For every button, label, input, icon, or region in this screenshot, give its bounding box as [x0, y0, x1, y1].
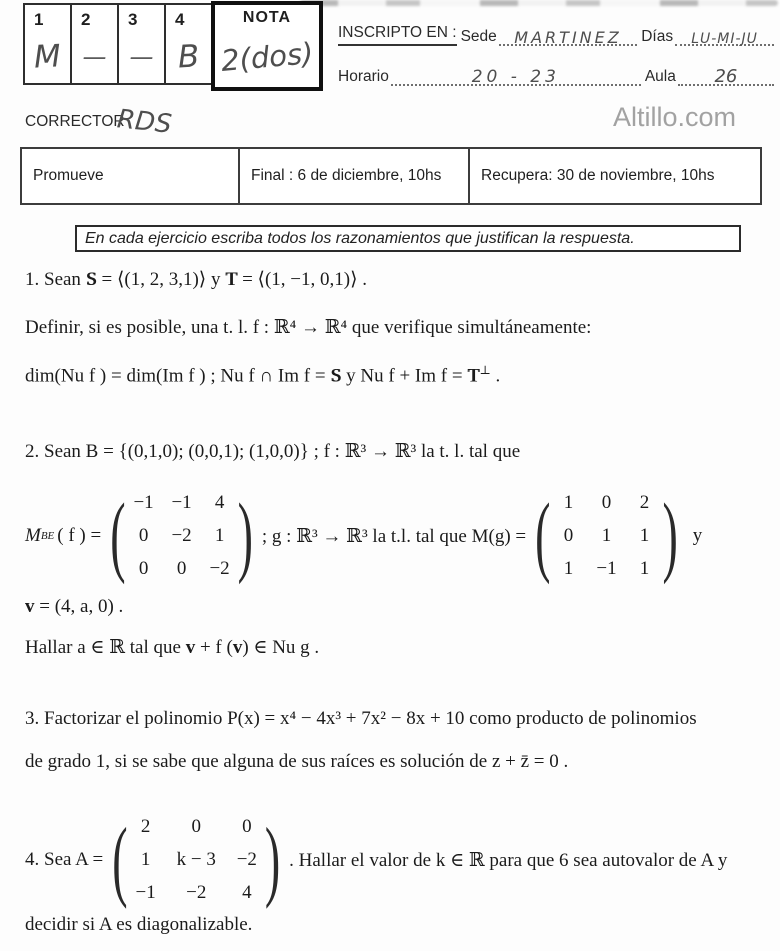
matrix-f-cell: 0	[138, 525, 149, 546]
blackboard-T: T	[467, 365, 480, 387]
grade-header: 3	[128, 10, 138, 29]
matrix-f-cell: 4	[214, 492, 225, 513]
matrix-f-grid	[127, 492, 237, 580]
handwritten-dias: LU-MI-JU	[691, 31, 758, 47]
p1-text: y Nu f + Im f =	[341, 365, 468, 387]
matrix-g-cell: 0	[563, 525, 574, 546]
matrix-paren-left: (	[112, 809, 128, 909]
matrix-a-cell: −1	[135, 882, 156, 903]
handwritten-corrector-initials: RDS	[115, 104, 174, 140]
handwritten-aula: 26	[714, 66, 738, 87]
matrix-f-cell: −1	[133, 492, 154, 513]
blackboard-S: S	[85, 269, 97, 290]
matrix-paren-left: (	[110, 485, 126, 585]
grade-table	[23, 3, 323, 91]
matrix-g-cell: 1	[639, 558, 650, 579]
matrix-a-cell: 0	[242, 816, 252, 837]
schedule-cell-final: Final : 6 de diciembre, 10hs	[240, 149, 470, 203]
handwritten-grade-3: —	[129, 42, 154, 71]
matrix-g-cell: 1	[601, 525, 612, 546]
matrix-f-cell: 1	[214, 525, 225, 546]
grade-header: 1	[34, 10, 44, 29]
matrix-g-cell: 1	[639, 525, 650, 546]
horario-label: Horario	[338, 68, 389, 85]
problem3-line1	[25, 708, 697, 730]
matrix-f-label: M	[25, 525, 41, 546]
handwritten-sede: MARTINEZ	[514, 28, 622, 47]
grade-header: 4	[175, 10, 185, 29]
matrix-paren-right: )	[237, 485, 253, 585]
matrix-a-cell: k − 3	[176, 849, 216, 870]
matrix-f	[109, 485, 254, 585]
aula-fill-line	[678, 60, 774, 86]
enrollment-block	[338, 20, 774, 86]
handwritten-grade-2: —	[82, 42, 107, 71]
vector-v: v	[25, 596, 35, 617]
p4-post-text: . Hallar el valor de k ∈ ℝ para que 6 sea autovalor de A y	[289, 849, 728, 871]
matrix-g-cell: 2	[639, 492, 650, 513]
matrix-a-cell: 1	[140, 849, 151, 870]
blackboard-S: S	[330, 365, 342, 387]
p1-text: = ⟨(1, −1, 0,1)⟩ .	[237, 269, 367, 290]
matrix-a-grid	[129, 816, 264, 904]
p1-text: Definir, si es posible, una t. l. f : ℝ⁴ → ℝ⁴ que verifique simultáneamente:	[25, 317, 592, 338]
matrix-a-cell: 4	[242, 882, 252, 903]
vector-v: v	[232, 637, 243, 658]
nota-header: NOTA	[242, 9, 292, 26]
sede-label: Sede	[460, 28, 497, 45]
matrix-f-subscript: BE	[40, 530, 55, 542]
corrector-label: CORRECTOR	[25, 113, 125, 130]
instruction-text: En cada ejercicio escriba todos los razonamientos que justifican la respuesta.	[85, 229, 635, 247]
p4-text: decidir si A es diagonalizable.	[25, 914, 253, 935]
p1-text: dim(Nu f ) = dim(Im f ) ; Nu f ∩ Im f =	[25, 365, 331, 387]
sede-fill-line	[499, 20, 637, 46]
p2-text: = (4, a, 0) .	[34, 596, 124, 617]
matrix-g-cell: −1	[596, 558, 617, 579]
problem2-hallar-line	[25, 636, 319, 659]
p2-text: ) ∈ Nu g .	[242, 637, 320, 658]
problem4-line2	[25, 914, 252, 936]
problem1-line3	[25, 363, 500, 387]
matrix-g-cell: 1	[563, 492, 574, 513]
horario-fill-line	[391, 60, 641, 86]
vector-v: v	[185, 637, 196, 658]
problem1-line2	[25, 316, 591, 339]
scan-artifact	[300, 0, 778, 6]
grade-cell-3	[117, 3, 166, 85]
nota-box	[211, 1, 323, 91]
matrix-a-cell: 0	[191, 816, 201, 837]
altillo-watermark: Altillo.com	[612, 102, 736, 132]
matrix-g	[534, 485, 679, 585]
aula-label: Aula	[644, 68, 676, 85]
blackboard-T: T	[225, 269, 238, 290]
matrix-paren-right: )	[264, 809, 281, 909]
handwritten-horario: 20 - 23	[471, 67, 560, 87]
p2-tail-text: y	[692, 525, 703, 546]
problem2-matrix-row	[25, 482, 702, 590]
schedule-table	[20, 147, 762, 205]
p1-text: 1. Sean	[25, 269, 86, 290]
handwritten-nota: 2(dos)	[219, 36, 315, 78]
dias-label: Días	[641, 28, 674, 45]
schedule-cell-promueve: Promueve	[22, 149, 240, 203]
enrollment-row-1	[338, 20, 774, 46]
p1-text: .	[490, 365, 501, 387]
matrix-f-cell: −1	[171, 492, 192, 513]
dias-fill-line	[675, 20, 774, 46]
handwritten-grade-4: B	[176, 37, 201, 76]
matrix-f-cell: 0	[138, 558, 149, 579]
problem2-vector-line	[25, 596, 123, 618]
perp-superscript: ⊥	[479, 363, 491, 377]
grade-cell-2	[70, 3, 119, 85]
corrector-block	[25, 104, 174, 140]
matrix-paren-left: (	[535, 485, 551, 585]
instruction-box	[75, 225, 741, 252]
p2-text: Hallar a ∈ ℝ tal que	[25, 637, 186, 658]
matrix-f-cell: 0	[176, 558, 187, 579]
matrix-g-cell: 0	[601, 492, 612, 513]
matrix-a	[111, 809, 281, 909]
p2-mid-text: ; g : ℝ³ → ℝ³ la t.l. tal que M(g) =	[261, 525, 527, 547]
matrix-g-cell: 1	[563, 558, 574, 579]
inscripto-en-label: INSCRIPTO EN :	[338, 24, 457, 46]
enrollment-row-2	[338, 60, 774, 86]
matrix-a-cell: −2	[186, 882, 207, 903]
matrix-paren-right: )	[662, 485, 678, 585]
matrix-a-cell: 2	[140, 816, 151, 837]
matrix-f-cell: −2	[209, 558, 230, 579]
problem2-line1	[25, 440, 520, 463]
problem4-matrix-row	[25, 802, 727, 918]
matrix-g-grid	[551, 492, 661, 580]
p1-text: = ⟨(1, 2, 3,1)⟩ y	[96, 269, 226, 290]
p3-text: 3. Factorizar el polinomio P(x) = x⁴ − 4x³ + 7x² − 8x + 10 como producto de polinomios	[25, 708, 697, 729]
matrix-f-cell: −2	[171, 525, 192, 546]
grade-header: 2	[81, 10, 91, 29]
problem1-line1	[25, 268, 367, 291]
p3-text: de grado 1, si se sabe que alguna de sus raíces es solución de z + z̄ = 0 .	[25, 751, 569, 772]
problem3-line2	[25, 751, 568, 773]
grade-cell-4	[164, 3, 213, 85]
matrix-a-cell: −2	[236, 849, 257, 870]
schedule-cell-recupera: Recupera: 30 de noviembre, 10hs	[481, 167, 715, 184]
matrix-f-equals: ( f ) =	[57, 525, 102, 546]
handwritten-grade-1: M	[33, 37, 62, 76]
p2-text: + f (	[195, 637, 233, 658]
grade-cell-1	[23, 3, 72, 85]
p2-text: 2. Sean B = {(0,1,0); (0,0,1); (1,0,0)} ; f : ℝ³ → ℝ³ la t. l. tal que	[25, 441, 521, 462]
p4-pre-text: 4. Sea A =	[25, 849, 104, 870]
